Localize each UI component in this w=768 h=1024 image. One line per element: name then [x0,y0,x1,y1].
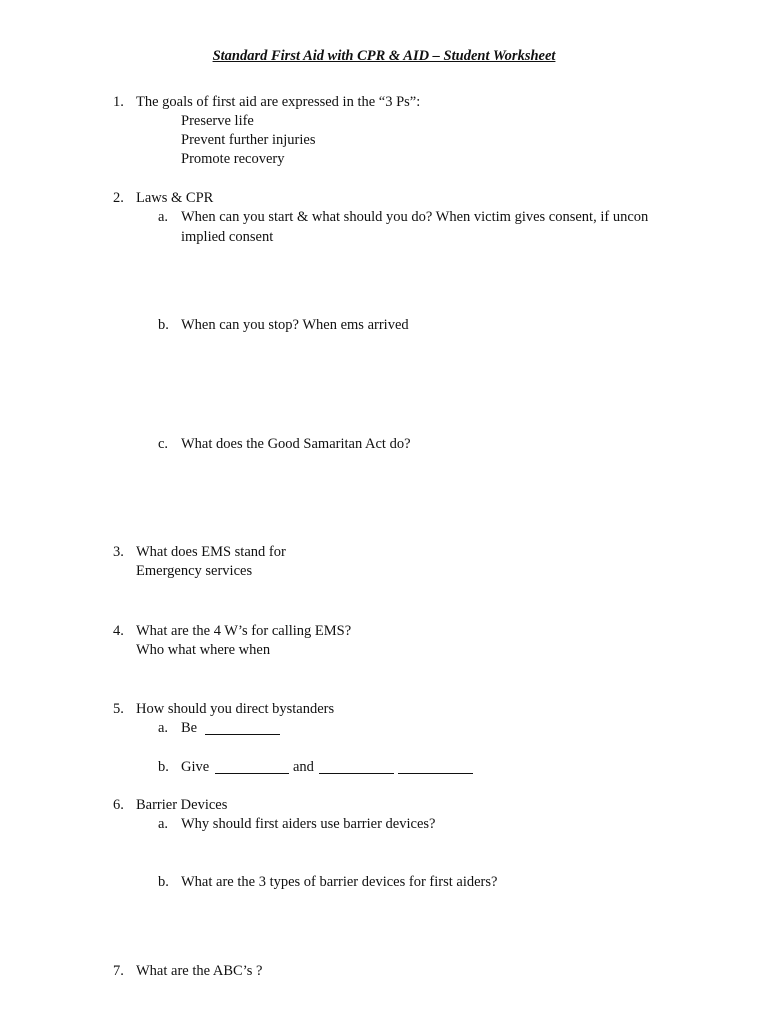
worksheet-title: Standard First Aid with CPR & AID – Student Worksheet [212,48,556,64]
question-text: Laws & CPR [136,190,214,206]
list-item: Promote recovery [181,151,285,167]
question-text: Barrier Devices [136,797,228,813]
question-text: What are the 4 W’s for calling EMS? [136,623,352,639]
question-number: 4. [113,623,124,639]
fill-in-blank[interactable] [398,760,473,774]
sub-question-letter: c. [158,436,169,452]
question-text: The goals of first aid are expressed in the “3 Ps”: [136,94,421,110]
sub-question-letter: a. [158,816,169,832]
sub-question-text: Why should first aiders use barrier devices? [181,816,436,832]
sub-question-letter: b. [158,874,169,890]
sub-question-text-continued: implied consent [181,229,274,245]
question-number: 1. [113,94,124,110]
question-number: 7. [113,963,124,979]
sub-question-letter: a. [158,720,169,736]
question-number: 5. [113,701,124,717]
sub-question-text: Be [181,720,198,736]
sub-question-text: What are the 3 types of barrier devices for first aiders? [181,874,498,890]
question-text: What are the ABC’s ? [136,963,263,979]
sub-question-text: When can you start & what should you do? When victim gives consent, if uncon [181,209,649,225]
conjunction-text: and [293,759,314,775]
list-item: Prevent further injuries [181,132,316,148]
question-number: 3. [113,544,124,560]
answer-text: Who what where when [136,642,271,658]
sub-question-text: When can you stop? When ems arrived [181,317,409,333]
fill-in-blank[interactable] [205,721,280,735]
question-number: 2. [113,190,124,206]
sub-question-text: Give [181,759,210,775]
sub-question-letter: b. [158,759,169,775]
fill-in-blank[interactable] [319,760,394,774]
sub-question-letter: b. [158,317,169,333]
sub-question-text: What does the Good Samaritan Act do? [181,436,411,452]
fill-in-blank[interactable] [215,760,289,774]
question-text: What does EMS stand for [136,544,286,560]
question-text: How should you direct bystanders [136,701,335,717]
answer-text: Emergency services [136,563,253,579]
question-number: 6. [113,797,124,813]
sub-question-letter: a. [158,209,169,225]
list-item: Preserve life [181,113,254,129]
